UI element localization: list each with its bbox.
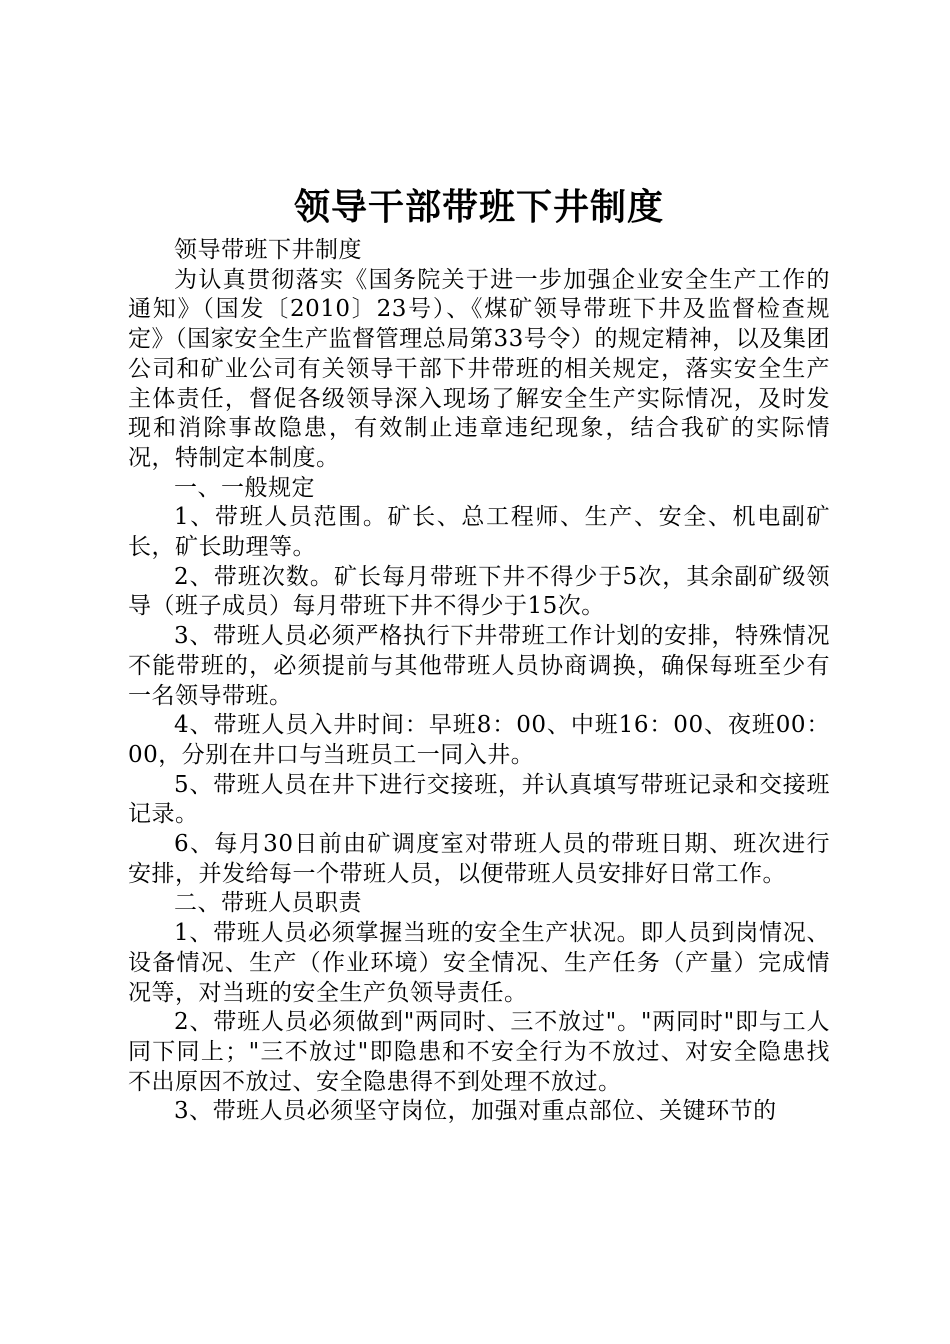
section-heading-duties: 二、带班人员职责 (174, 890, 362, 917)
paragraph-item: 5、带班人员在井下进行交接班，并认真填写带班记录和交接班记录。 (128, 771, 830, 828)
document-page (128, 180, 830, 1127)
paragraph-item: 2、带班人员必须做到"两同时、三不放过"。"两同时"即与工人同下同上；"三不放过"即隐患和不安全行为不放过、对安全隐患找不出原因不放过、安全隐患得不到处理不放过。 (128, 1009, 830, 1095)
paragraph-item: 1、带班人员必须掌握当班的安全生产状况。即人员到岗情况、设备情况、生产（作业环境）安全情况、生产任务（产量）完成情况等，对当班的安全生产负领导责任。 (128, 920, 830, 1006)
paragraph-item: 6、每月30日前由矿调度室对带班人员的带班日期、班次进行安排，并发给每一个带班人员，以便带班人员安排好日常工作。 (128, 831, 830, 887)
section-heading-general: 一、一般规定 (174, 474, 315, 501)
paragraph-item: 4、带班人员入井时间：早班8：00、中班16：00、夜班00：00，分别在井口与当班员工一同入井。 (128, 712, 830, 768)
paragraph-item: 3、带班人员必须严格执行下井带班工作计划的安排，特殊情况不能带班的，必须提前与其他带班人员协商调换，确保每班至少有一名领导带班。 (128, 623, 830, 709)
paragraph-item: 2、带班次数。矿长每月带班下井不得少于5次，其余副矿级领导（班子成员）每月带班下井不得少于15次。 (128, 563, 830, 620)
paragraph-item: 3、带班人员必须坚守岗位，加强对重点部位、关键环节的 (174, 1098, 777, 1125)
paragraph-intro: 为认真贯彻落实《国务院关于进一步加强企业安全生产工作的通知》（国发〔2010〕23号）、《煤矿领导带班下井及监督检查规定》（国家安全生产监督管理总局第33号令）的规定精神，以及集团公司和矿业公司有关领导干部下井带班的相关规定，落实安全生产主体责任，督促各级领导深入现场了解安全生产实际情况，及时发现和消除事故隐患，有效制止违章违纪现象，结合我矿的实际情况，特制定本制度。 (128, 266, 830, 471)
document-title: 领导干部带班下井制度 (293, 186, 664, 228)
paragraph-item: 1、带班人员范围。矿长、总工程师、生产、安全、机电副矿长，矿长助理等。 (128, 504, 830, 561)
paragraph-subtitle: 领导带班下井制度 (174, 237, 362, 263)
